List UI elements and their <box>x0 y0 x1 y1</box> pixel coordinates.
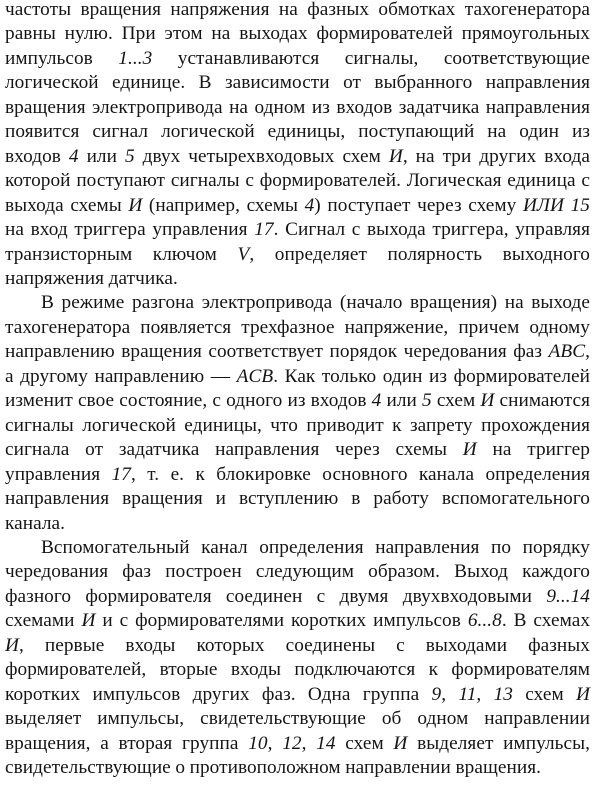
text-run: на вход триггера управления <box>5 219 255 241</box>
text-run: двух четырехвходовых схем <box>134 145 389 167</box>
italic-reference: 10 <box>248 732 268 754</box>
text-run: снимаются сигналы логической единицы, что приводит к запрету прохождения сигнала от задатчика направления через схемы <box>5 390 590 461</box>
text-run: . Как только один из формирователей изменит свое состояние, с одного из входов <box>5 365 590 412</box>
text-run: на триггер управления <box>5 439 590 485</box>
italic-reference: И <box>462 439 477 461</box>
text-run: В режиме разгона электропривода (начало вращения) на выходе тахогенератора появляется трехфазное напряжение, причем одному направлению вращения соответствует порядок чередования фаз <box>5 292 590 363</box>
text-run: (например, схемы <box>142 194 305 216</box>
text-run: ) поступает через схему <box>314 194 523 216</box>
italic-reference: 9 <box>431 683 442 705</box>
italic-reference: V <box>237 243 250 265</box>
text-run: выделяет импульсы, свидетельствующие о противоположном направлении вращения. <box>5 732 590 779</box>
text-run: выделяет импульсы, свидетельствующие об одном направлении вращения, а вторая группа <box>5 708 590 754</box>
italic-reference: ИЛИ 15 <box>522 194 590 216</box>
text-run: частоты вращения напряжения на фазных обмотках тахогенератора равны нулю. При этом на выходах формирователей прямоугольных импульсов <box>5 0 590 69</box>
italic-reference: 6...8 <box>467 610 502 632</box>
text-run: , первые входы которых соединены с выходами фазных формирователей, вторые входы подключаются к формирователям коротких импульсов других фаз. Одна группа <box>5 634 590 705</box>
italic-reference: 4 <box>68 145 79 167</box>
italic-reference: 4 <box>304 194 315 216</box>
italic-reference: И <box>393 732 408 754</box>
text-run: Вспомогательный канал определения направления по порядку чередования фаз построен следующим образом. Выход каждого фазного формирователя соединен с двумя двухвходовыми <box>5 536 590 607</box>
paragraph-2 <box>5 291 590 536</box>
italic-reference: 17 <box>254 219 274 241</box>
italic-reference: 4 <box>371 390 382 412</box>
italic-reference: 5 <box>124 145 135 167</box>
text-run: схем <box>335 732 394 754</box>
paragraph-1 <box>5 0 590 291</box>
text-run: или <box>78 145 125 167</box>
italic-reference: 14 <box>316 732 336 754</box>
text-run: схем <box>512 683 577 705</box>
text-run: устанавливаются сигналы, соответствующие логической единице. В зависимости от выбранного направления вращения электропривода на одном из входов задатчика направления появится сигнал логической единицы, поступающий на один из входов <box>5 47 590 167</box>
italic-reference: И <box>5 634 19 656</box>
text-run: схем <box>431 390 481 412</box>
italic-reference: И <box>81 610 96 632</box>
text-run: , <box>476 683 494 705</box>
text-run: , на три других входа которой поступают сигналы с формирователей. Логическая единица с выхода схемы <box>5 145 590 216</box>
italic-reference: И <box>128 194 143 216</box>
italic-reference: 5 <box>422 390 432 412</box>
paragraph-3 <box>5 536 590 781</box>
text-run: , <box>301 732 317 754</box>
text-run: и с формирователями коротких импульсов <box>95 610 468 632</box>
text-run: , <box>441 683 459 705</box>
text-run: , определяет полярность выходного напряжения датчика. <box>5 243 590 289</box>
italic-reference: 1...3 <box>118 47 153 69</box>
text-run: . Сигнал с выхода триггера, управляя транзисторным ключом <box>5 219 591 265</box>
italic-reference: 11 <box>458 683 477 705</box>
italic-reference: ABC <box>548 341 586 363</box>
text-run: , а другому направлению — <box>5 341 590 387</box>
italic-reference: И <box>480 390 495 412</box>
italic-reference: 17 <box>111 463 131 485</box>
text-run: или <box>381 390 423 412</box>
text-run: , т. е. к блокировке основного канала определения направления вращения и вступлению в работу вспомогательного канала. <box>5 463 590 534</box>
text-body <box>5 0 590 781</box>
italic-reference: И <box>388 145 403 167</box>
italic-reference: 9...14 <box>546 585 590 607</box>
italic-reference: 13 <box>493 683 513 705</box>
text-run: , <box>267 732 283 754</box>
text-run: схемами <box>5 610 82 632</box>
text-run: . В схемах <box>501 610 591 632</box>
italic-reference: И <box>576 683 590 705</box>
italic-reference: 12 <box>282 732 302 754</box>
italic-reference: ACB <box>236 365 274 387</box>
